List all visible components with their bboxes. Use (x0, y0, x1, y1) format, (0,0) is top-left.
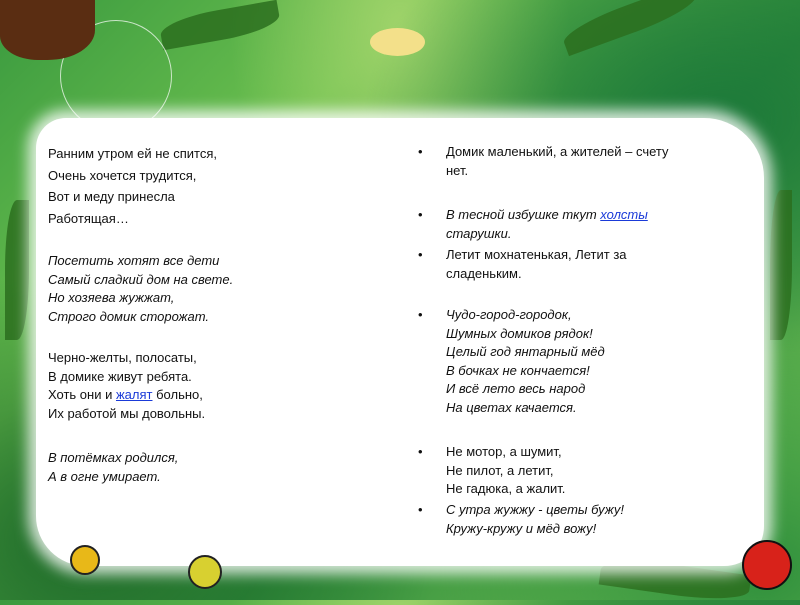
spider-icon (0, 0, 95, 60)
text-line: старушки. (446, 225, 512, 241)
leaf-decoration (770, 190, 792, 340)
text: В тесной избушке ткут (446, 207, 601, 222)
link-kholsty[interactable]: холсты (600, 207, 648, 222)
riddle-4 (48, 449, 178, 486)
bullet-item-1 (418, 143, 669, 180)
text-line: Посетить хотят все дети (48, 253, 220, 268)
text-line: В домике живут ребята. (48, 368, 192, 384)
caterpillar-icon (370, 28, 425, 56)
bullet: • (418, 247, 423, 262)
link-zhalyat[interactable]: жалят (115, 387, 153, 402)
text: больно, (152, 387, 203, 402)
bullet: • (418, 207, 423, 222)
text-line: И всё лето весь народ (446, 381, 586, 396)
text-line: Не пилот, а летит, (446, 462, 554, 478)
bullet-item-4 (418, 306, 605, 417)
text-line: На цветах качается. (446, 399, 577, 415)
text-line: Работящая… (48, 210, 129, 226)
text-line: Летит мохнатенькая, Летит за (446, 247, 627, 262)
text-line: С утра жужжу - цветы бужу! (446, 502, 624, 517)
text-line: сладеньким. (446, 265, 522, 281)
text-line: Целый год янтарный мёд (446, 344, 605, 359)
leaf-decoration (158, 0, 281, 50)
bullet: • (418, 502, 423, 517)
text-line: Очень хочется трудится, (48, 167, 197, 183)
text-line: Черно-желты, полосаты, (48, 350, 197, 365)
riddle-3 (48, 349, 205, 423)
bullet: • (418, 444, 423, 459)
text-line: Но хозяева жужжат, (48, 290, 175, 305)
text-line (446, 206, 648, 225)
bullet-item-5 (418, 443, 566, 499)
text-line: В бочках не кончается! (446, 362, 590, 378)
ladybug-icon (70, 545, 100, 575)
bullet-item-6 (418, 501, 624, 538)
ladybug-icon (742, 540, 792, 590)
text-line: Ранним утром ей не спится, (48, 146, 217, 161)
text-line: Не мотор, а шумит, (446, 444, 562, 459)
text-line: В потёмках родился, (48, 450, 179, 465)
text-line: Не гадюка, а жалит. (446, 481, 566, 496)
bullet: • (418, 307, 423, 322)
text-line: Самый сладкий дом на свете. (48, 271, 234, 287)
text-line: Кружу-кружу и мёд вожу! (446, 520, 597, 536)
riddle-2 (48, 252, 233, 326)
bullet: • (418, 144, 423, 159)
bullet-item-2 (418, 206, 648, 243)
riddle-1 (48, 143, 217, 229)
text-line: Их работой мы довольны. (48, 405, 206, 421)
text-line: Шумных домиков рядок! (446, 325, 593, 341)
text-line: А в огне умирает. (48, 468, 161, 484)
text-line: Домик маленький, а жителей – счету (446, 144, 669, 159)
ladybug-icon (188, 555, 222, 589)
leaf-decoration (5, 200, 29, 340)
text-line: нет. (446, 162, 469, 178)
text: Хоть они и (48, 387, 116, 402)
text-line: Чудо-город-городок, (446, 307, 572, 322)
text-line: Вот и меду принесла (48, 189, 175, 204)
leaf-decoration (559, 0, 700, 56)
bullet-item-3 (418, 246, 627, 283)
text-line (48, 386, 205, 405)
text-line: Строго домик сторожат. (48, 308, 210, 324)
